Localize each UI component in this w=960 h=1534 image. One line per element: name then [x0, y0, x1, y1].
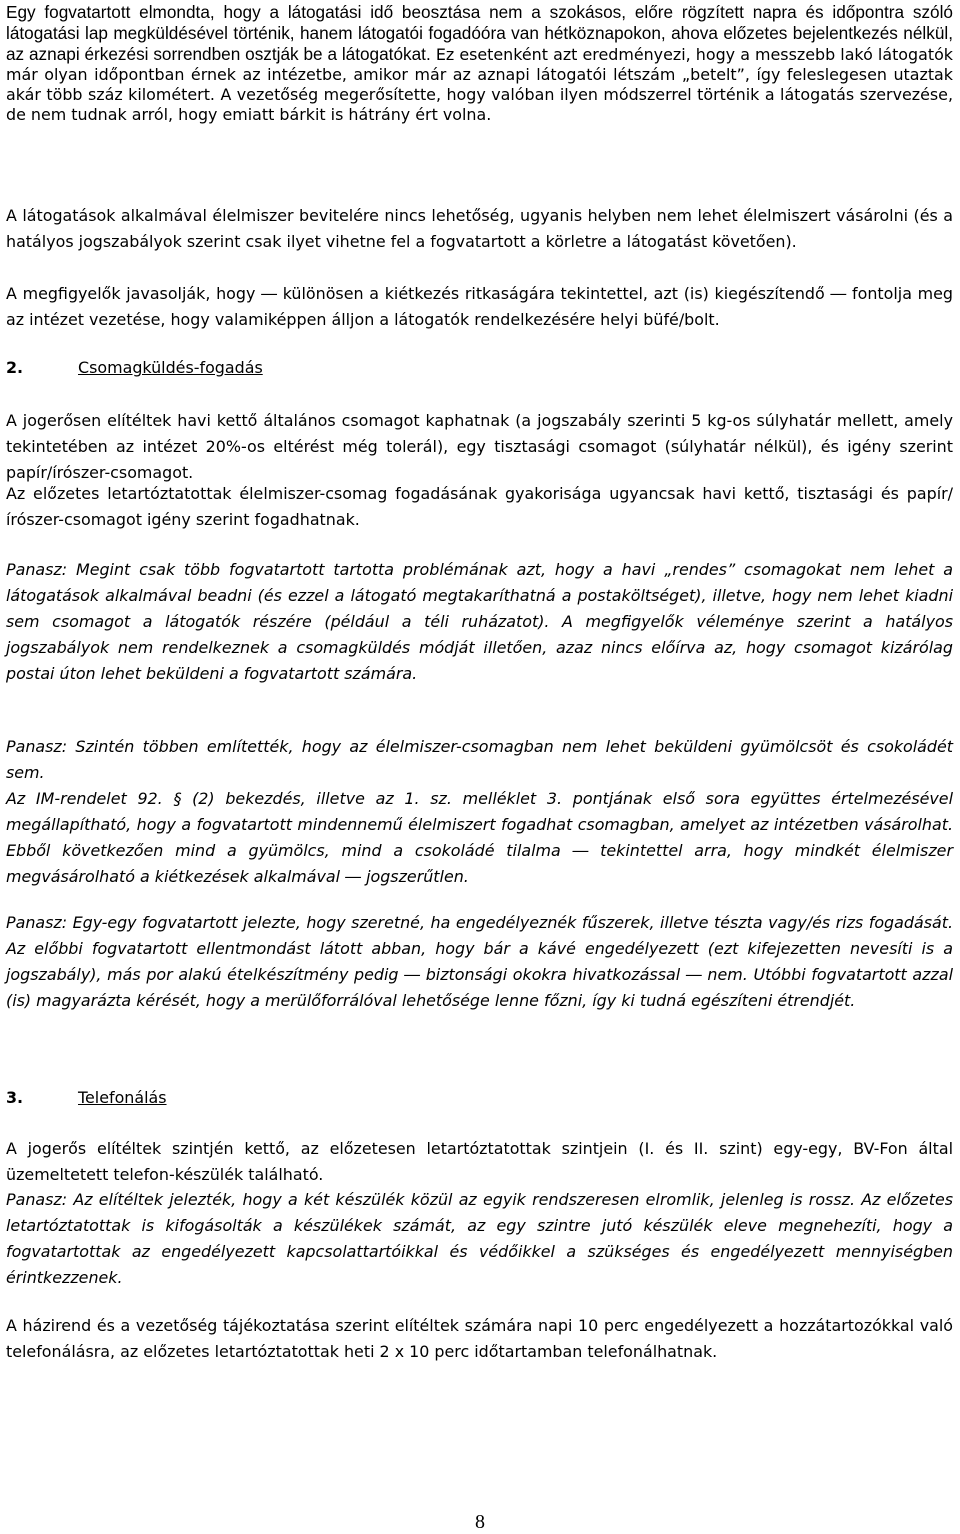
page-number: 8: [475, 1511, 485, 1533]
paragraph-complaint-phones: Panasz: Az elítéltek jelezték, hogy a két készülék közül az egyik rendszeresen elromlik, jelenleg is rossz. Az előzetes letartóztatottak is kifogásolták a készülékek számát, az egy szintre jutó készülék eleve megnehezíti, hogy a fogvatartottak az engedélyezett kapcsolattartóikkal és védőikkel a szükséges és engedélyezett mennyiségben érintkezzenek.: [6, 1190, 953, 1287]
section-title: Telefonálás: [78, 1088, 167, 1107]
paragraph-recommendation: A megfigyelők javasolják, hogy ― különösen a kiétkezés ritkaságára tekintettel, azt (is) kiegészítendő ― fontolja meg az intézet vezetése, hogy valamiképpen álljon a látogatók rendelkezésére helyi büfé/bolt.: [6, 284, 953, 329]
document-page: [6, 0, 953, 1534]
paragraph-complaint-fruit: Panasz: Szintén többen említették, hogy az élelmiszer-csomagban nem lehet beküldeni gyümölcsöt és csokoládét sem.: [6, 737, 953, 782]
section-number: 2.: [6, 358, 24, 377]
section-number: 3.: [6, 1088, 24, 1107]
paragraph-complaint-spices: Panasz: Egy-egy fogvatartott jelezte, hogy szeretné, ha engedélyeznék fűszerek, illetve tészta vagy/és rizs fogadását. Az előbbi fogvatartott ellentmondást látott abban, hogy bár a kávé engedélyezett (ezt kifejezetten nevesíti is a jogszabály), más por alakú ételkészítmény pedig ― biztonsági okokra hivatkozással ― nem. Utóbbi fogvatartott azzal (is) magyarázta kérését, hogy a merülőforrálóval lehetősége lenne főzni, így ki tudná egészíteni étrendjét.: [6, 913, 953, 1010]
section-title: Csomagküldés-fogadás: [78, 358, 263, 377]
paragraph-phone-rules: A házirend és a vezetőség tájékoztatása szerint elítéltek számára napi 10 perc engedélyezett a hozzátartozókkal való telefonálásra, az előzetes letartóztatottak heti 2 x 10 perc időtartamban telefonálhatnak.: [6, 1316, 953, 1361]
section-heading-package: [6, 355, 953, 381]
paragraph-detainee-packages: Az előzetes letartóztatottak élelmiszer-csomag fogadásának gyakorisága ugyancsak havi kettő, tisztasági és papír/írószer-csomagot igény szerint fogadhatnak.: [6, 484, 953, 529]
paragraph-legal-assessment: Az IM-rendelet 92. § (2) bekezdés, illetve az 1. sz. melléklet 3. pontjának első sora együttes értelmezésével megállapítható, hogy a fogvatartott mindennemű élelmiszert fogadhat csomagban, amelyet az intézetben vásárolhat. Ebből következően mind a gyümölcs, mind a csokoládé tilalma ― tekintettel arra, hogy mindkét élelmiszer megvásárolható a kiétkezések alkalmával ― jogszerűtlen.: [6, 789, 953, 886]
paragraph-food-import: A látogatások alkalmával élelmiszer bevitelére nincs lehetőség, ugyanis helyben nem lehet élelmiszert vásárolni (és a hatályos jogszabályok szerint csak ilyet vihetne fel a fogvatartott a körletre a látogatást követően).: [6, 206, 953, 251]
paragraph-convicted-packages: A jogerősen elítéltek havi kettő általános csomagot kaphatnak (a jogszabály szerinti 5 kg-os súlyhatár mellett, amely tekintetében az intézet 20%-os eltérést még tolerál), egy tisztasági csomagot (súlyhatár nélkül), és igény szerint papír/írószer-csomagot.: [6, 411, 953, 482]
paragraph-visiting-schedule-part1: Egy fogvatartott elmondta, hogy a látogatási idő beosztása nem a szokásos, előre rögzített napra és időpontra szóló látogatási lap megküldésével történik, hanem látogatói fogadóóra van hétköznapokon, ahova előzetes bejelentkezés nélkül, az aznapi érkezési sorrendben osztják be a látogatókat.: [6, 2, 953, 64]
section-heading-telephone: [6, 1085, 953, 1111]
paragraph-visiting-schedule-part2: Ez esetenként azt eredményezi, hogy a messzebb lakó látogatók már olyan időpontban érnek az intézetbe, amikor már az aznapi látogatói létszám „betelt”, így feleslegesen utaztak akár több száz kilométert. A vezetőség megerősítette, hogy valóban ilyen módszerrel történik a látogatás szervezése, de nem tudnak arról, hogy emiatt bárkit is hátrány ért volna.: [6, 45, 953, 124]
paragraph-visiting-schedule: [6, 2, 953, 125]
paragraph-complaint-packages: Panasz: Megint csak több fogvatartott tartotta problémának azt, hogy a havi „rendes” csomagokat nem lehet a látogatások alkalmával beadni (és ezzel a látogató megtakaríthatná a postaköltséget), illetve, hogy nem lehet kiadni sem csomagot a látogatók részére (például a téli ruházatot). A megfigyelők véleménye szerint a hatályos jogszabályok nem rendelkeznek a csomagküldés módját illetően, azaz nincs előírva az, hogy csomagot kizárólag postai úton lehet beküldeni a fogvatartott számára.: [6, 560, 953, 683]
paragraph-phone-devices: A jogerős elítéltek szintjén kettő, az előzetesen letartóztatottak szintjein (I. és II. szint) egy-egy, BV-Fon által üzemeltetett telefon-készülék található.: [6, 1139, 953, 1184]
